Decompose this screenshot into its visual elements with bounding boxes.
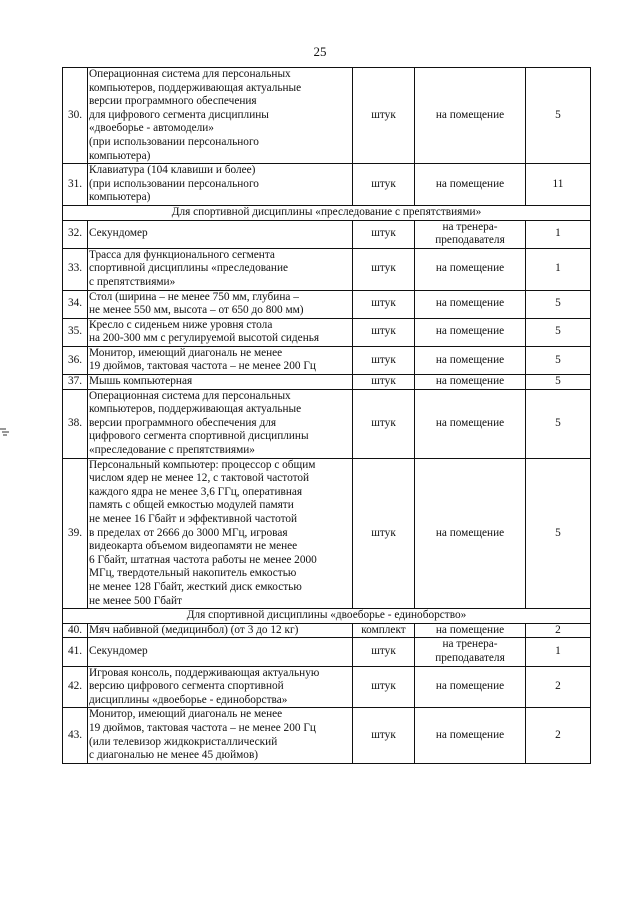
item-unit: штук [353, 666, 415, 708]
item-description: Монитор, имеющий диагональ не менее 19 дюймов, тактовая частота – не менее 200 Гц (или телевизор жидкокристаллический с диагональю не менее 45 дюймов) [88, 708, 353, 763]
item-description: Стол (ширина – не менее 750 мм, глубина – не менее 550 мм, высота – от 650 до 800 мм) [88, 290, 353, 318]
page-number: 25 [313, 44, 327, 59]
item-number: 33. [63, 248, 88, 290]
item-description: Трасса для функционального сегмента спортивной дисциплины «преследование с препятствиями» [88, 248, 353, 290]
item-description: Монитор, имеющий диагональ не менее 19 дюймов, тактовая частота – не менее 200 Гц [88, 346, 353, 374]
item-unit: штук [353, 708, 415, 763]
item-calc-basis: на помещение [415, 68, 526, 164]
item-number: 30. [63, 68, 88, 164]
section-header-row [63, 205, 591, 220]
item-quantity: 5 [526, 389, 591, 458]
item-description: Кресло с сиденьем ниже уровня стола на 200-300 мм с регулируемой высотой сиденья [88, 318, 353, 346]
item-calc-basis: на помещение [415, 623, 526, 638]
item-quantity: 5 [526, 458, 591, 609]
table-row [63, 318, 591, 346]
section-title: Для спортивной дисциплины «двоеборье - единоборство» [63, 609, 591, 624]
scan-edge-mark [0, 425, 10, 437]
item-unit: штук [353, 638, 415, 666]
item-unit: комплект [353, 623, 415, 638]
item-quantity: 2 [526, 623, 591, 638]
item-unit: штук [353, 346, 415, 374]
item-description: Операционная система для персональных компьютеров, поддерживающая актуальные версии программного обеспечения для цифрового сегмента дисциплины «двоеборье - автомодели» (при использовании персонального компьютера) [88, 68, 353, 164]
table-row [63, 346, 591, 374]
item-quantity: 5 [526, 375, 591, 390]
item-unit: штук [353, 458, 415, 609]
item-quantity: 2 [526, 666, 591, 708]
item-quantity: 1 [526, 248, 591, 290]
item-calc-basis: на помещение [415, 375, 526, 390]
item-calc-basis: на помещение [415, 666, 526, 708]
table-row [63, 623, 591, 638]
item-number: 42. [63, 666, 88, 708]
item-number: 40. [63, 623, 88, 638]
table-row [63, 638, 591, 666]
equipment-table [62, 67, 591, 764]
item-unit: штук [353, 318, 415, 346]
item-number: 32. [63, 220, 88, 248]
item-calc-basis: на помещение [415, 248, 526, 290]
item-unit: штук [353, 290, 415, 318]
item-description: Операционная система для персональных компьютеров, поддерживающая актуальные версии программного обеспечения для цифрового сегмента спортивной дисциплины «преследование с препятствиями» [88, 389, 353, 458]
item-unit: штук [353, 68, 415, 164]
item-description: Мяч набивной (медицинбол) (от 3 до 12 кг) [88, 623, 353, 638]
item-number: 31. [63, 164, 88, 206]
item-number: 41. [63, 638, 88, 666]
item-unit: штук [353, 375, 415, 390]
item-description: Клавиатура (104 клавиши и более) (при использовании персонального компьютера) [88, 164, 353, 206]
item-number: 35. [63, 318, 88, 346]
item-calc-basis: на помещение [415, 458, 526, 609]
table-row [63, 248, 591, 290]
item-description: Персональный компьютер: процессор с общим числом ядер не менее 12, с тактовой частотой каждого ядра не менее 3,6 ГГц, оперативная память с общей емкостью модулей памяти не менее 16 Гбайт и эффективной частотой в пределах от 2666 до 3000 МГц, игровая видеокарта объемом видеопамяти не менее 6 Гбайт, штатная частота работы не менее 2000 МГц, твердотельный накопитель емкостью не менее 128 Гбайт, жесткий диск емкостью не менее 500 Гбайт [88, 458, 353, 609]
item-number: 36. [63, 346, 88, 374]
item-description: Игровая консоль, поддерживающая актуальную версию цифрового сегмента спортивной дисциплины «двоеборье - единоборства» [88, 666, 353, 708]
item-quantity: 5 [526, 346, 591, 374]
table-row [63, 389, 591, 458]
item-number: 34. [63, 290, 88, 318]
section-title: Для спортивной дисциплины «преследование с препятствиями» [63, 205, 591, 220]
item-calc-basis: на помещение [415, 389, 526, 458]
section-header-row [63, 609, 591, 624]
table-row [63, 708, 591, 763]
item-description: Секундомер [88, 220, 353, 248]
table-row [63, 666, 591, 708]
item-calc-basis: на тренера- преподавателя [415, 638, 526, 666]
item-number: 38. [63, 389, 88, 458]
item-quantity: 11 [526, 164, 591, 206]
item-unit: штук [353, 220, 415, 248]
table-row [63, 68, 591, 164]
table-row [63, 375, 591, 390]
item-quantity: 2 [526, 708, 591, 763]
item-calc-basis: на помещение [415, 346, 526, 374]
item-calc-basis: на помещение [415, 708, 526, 763]
item-calc-basis: на помещение [415, 290, 526, 318]
table-row [63, 458, 591, 609]
item-number: 37. [63, 375, 88, 390]
table-row [63, 164, 591, 206]
item-calc-basis: на помещение [415, 318, 526, 346]
item-number: 39. [63, 458, 88, 609]
table-row [63, 220, 591, 248]
item-quantity: 1 [526, 638, 591, 666]
item-unit: штук [353, 248, 415, 290]
item-unit: штук [353, 164, 415, 206]
item-calc-basis: на помещение [415, 164, 526, 206]
item-quantity: 1 [526, 220, 591, 248]
item-quantity: 5 [526, 68, 591, 164]
item-description: Секундомер [88, 638, 353, 666]
item-calc-basis: на тренера- преподавателя [415, 220, 526, 248]
table-row [63, 290, 591, 318]
item-number: 43. [63, 708, 88, 763]
item-unit: штук [353, 389, 415, 458]
item-quantity: 5 [526, 318, 591, 346]
item-quantity: 5 [526, 290, 591, 318]
item-description: Мышь компьютерная [88, 375, 353, 390]
